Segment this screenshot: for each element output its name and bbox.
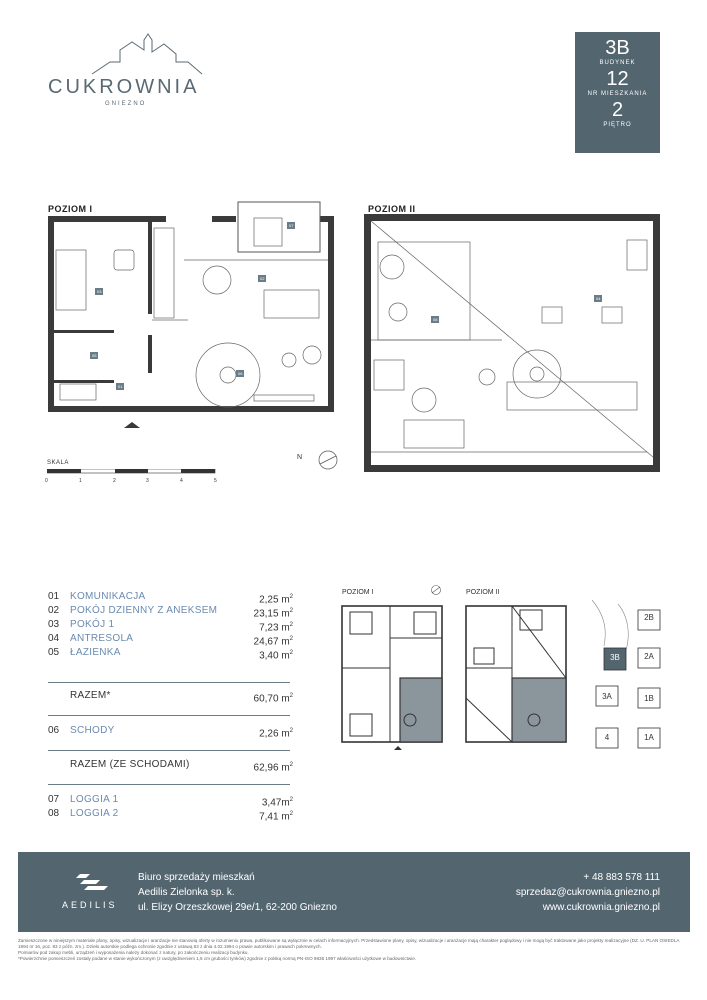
row-number: 07 [48, 794, 60, 805]
scale-bar [47, 469, 219, 475]
building-value: 3B [605, 37, 630, 59]
apartment-info-box [575, 32, 660, 153]
total-with-stairs-label: RAZEM (ZE SCHODAMI) [70, 759, 190, 770]
level1-title: POZIOM I [48, 204, 93, 214]
keyplan-level2 [464, 598, 569, 750]
row-number: 01 [48, 591, 60, 602]
building-label: BUDYNEK [599, 60, 636, 66]
sales-office [138, 870, 337, 915]
room-tag-05: 05 [92, 353, 97, 358]
room-area: 2,26 $m^2$ [259, 728, 293, 740]
area-row [48, 604, 293, 618]
phone-number[interactable]: + 48 883 578 111 [583, 872, 660, 883]
apartment-value: 12 [606, 68, 629, 90]
loggia-row [48, 793, 293, 807]
disclaimer-line: Zamieszczone w niniejszym materiale plany, opisy, wizualizacje i aranżacje nie stanowią oferty w rozumieniu prawa, publikowane są wyłącznie w celach informacyjnych. Przedstawione plany, opisy, wizualizacje i aranżacje mają charakter poglądowy i nie mogą być traktowane jako projekty realizacyjne (DZ. U. PLAN OSIEDLA 1994 nr 16, poz. 83 z późn. zm.). Dzieło autorskie podlega ochronie zgodnie z ustawą 83 z dnia 4.02.1994 o prawie autorskim i prawach pokrewnych. [18, 938, 680, 949]
divider [48, 784, 290, 785]
total-label: RAZEM* [70, 690, 111, 701]
office-line: Biuro sprzedaży mieszkań [138, 872, 255, 883]
room-name: POKÓJ DZIENNY Z ANEKSEM [70, 605, 218, 616]
room-area: 7,23 $m^2$ [259, 622, 293, 634]
total-with-stairs-area: 62,96 $m^2$ [253, 762, 293, 774]
row-number: 03 [48, 619, 60, 630]
floor-label: PIĘTRO [603, 122, 632, 128]
disclaimer [18, 938, 690, 962]
north-label: N [297, 454, 303, 461]
scale-tick: 0 [45, 478, 48, 484]
building-label: 2B [644, 613, 654, 622]
footer-brand: AEDILIS [62, 900, 118, 910]
office-line: ul. Elizy Orzeszkowej 29e/1, 62-200 Gniezno [138, 902, 337, 913]
building-label: 3A [602, 692, 612, 701]
keyplan-level1 [340, 598, 445, 750]
level2-floor-plan [362, 212, 662, 477]
room-tag-03: 03 [97, 289, 102, 294]
logo-city: GNIEZNO [105, 101, 147, 107]
row-number: 08 [48, 808, 60, 819]
email-link[interactable]: sprzedaz@cukrownia.gniezno.pl [515, 887, 660, 898]
total-area: 60,70 $m^2$ [253, 693, 293, 705]
row-number: 04 [48, 633, 60, 644]
room-tag-06: 06 [238, 371, 243, 376]
room-area: $3,47m^2$ [261, 797, 293, 809]
room-tag-08: 08 [433, 317, 438, 322]
room-tag-02: 02 [260, 276, 265, 281]
north-arrow-icon [306, 448, 342, 472]
total-with-stairs-row [48, 758, 293, 772]
building-label: 4 [604, 733, 610, 742]
loggia-row [48, 807, 293, 821]
logo-name: CUKROWNIA [48, 76, 200, 98]
disclaimer-line: Pomiarów pod zakup mebli, urządzeń i wyposażenia należy dokonać z natury, po zakończeniu realizacji budynku. [18, 950, 249, 955]
stairs-row [48, 724, 293, 738]
divider [48, 682, 290, 683]
room-name: LOGGIA 1 [70, 794, 119, 805]
scale-tick: 1 [79, 478, 82, 484]
room-name: KOMUNIKACJA [70, 591, 146, 602]
room-name: POKÓJ 1 [70, 619, 115, 630]
disclaimer-line: *Powierzchnie pomieszczeń zostały podane w stanie wykończonym (z uwzględnieniem 1,5 cm grubości tynków) zgodnie z polską normą PN-ISO 9836 1997 właściwości użytkowe w budownictwie. [18, 956, 417, 961]
building-label-highlighted: 3B [610, 653, 620, 662]
row-number: 06 [48, 725, 60, 736]
room-tag-07: 07 [289, 223, 294, 228]
total-row [48, 689, 293, 703]
scale-tick: 5 [214, 478, 217, 484]
contact-info [516, 870, 660, 915]
apartment-label: NR MIESZKANIA [587, 91, 648, 97]
room-area: 23,15 $m^2$ [253, 608, 293, 620]
website-link[interactable]: www.cukrownia.gniezno.pl [542, 902, 660, 913]
floor-value: 2 [611, 99, 624, 121]
office-line: Aedilis Zielonka sp. k. [138, 887, 235, 898]
area-row [48, 618, 293, 632]
keyplan-level1-title: POZIOM I [342, 589, 374, 596]
room-name: LOGGIA 2 [70, 808, 119, 819]
scale-tick: 3 [146, 478, 149, 484]
row-number: 05 [48, 647, 60, 658]
logo-skyline-icon [90, 32, 205, 76]
room-name: ANTRESOLA [70, 633, 134, 644]
building-label: 1B [644, 694, 654, 703]
room-tag-01: 01 [118, 384, 123, 389]
room-name: ŁAZIENKA [70, 647, 121, 658]
area-row [48, 646, 293, 660]
scale-ticks [45, 478, 221, 486]
building-label: 1A [644, 733, 654, 742]
scale-tick: 4 [180, 478, 183, 484]
area-table [48, 590, 293, 830]
area-row [48, 632, 293, 646]
room-area: 7,41 $m^2$ [259, 811, 293, 823]
room-area: 2,25 $m^2$ [259, 594, 293, 606]
room-tag-04: 04 [596, 296, 601, 301]
keyplan-level2-title: POZIOM II [466, 589, 500, 596]
room-area: 24,67 $m^2$ [253, 636, 293, 648]
area-row [48, 590, 293, 604]
room-area: 3,40 $m^2$ [259, 650, 293, 662]
divider [48, 715, 290, 716]
level2-title: POZIOM II [368, 204, 416, 214]
level1-floor-plan [44, 200, 339, 435]
scale-tick: 2 [113, 478, 116, 484]
scale-label: SKALA [47, 460, 69, 466]
north-arrow-small-icon [430, 584, 442, 596]
divider [48, 750, 290, 751]
room-name: SCHODY [70, 725, 115, 736]
row-number: 02 [48, 605, 60, 616]
footer-banner [18, 852, 690, 932]
building-label: 2A [644, 652, 654, 661]
aedilis-logo-icon [76, 872, 110, 894]
